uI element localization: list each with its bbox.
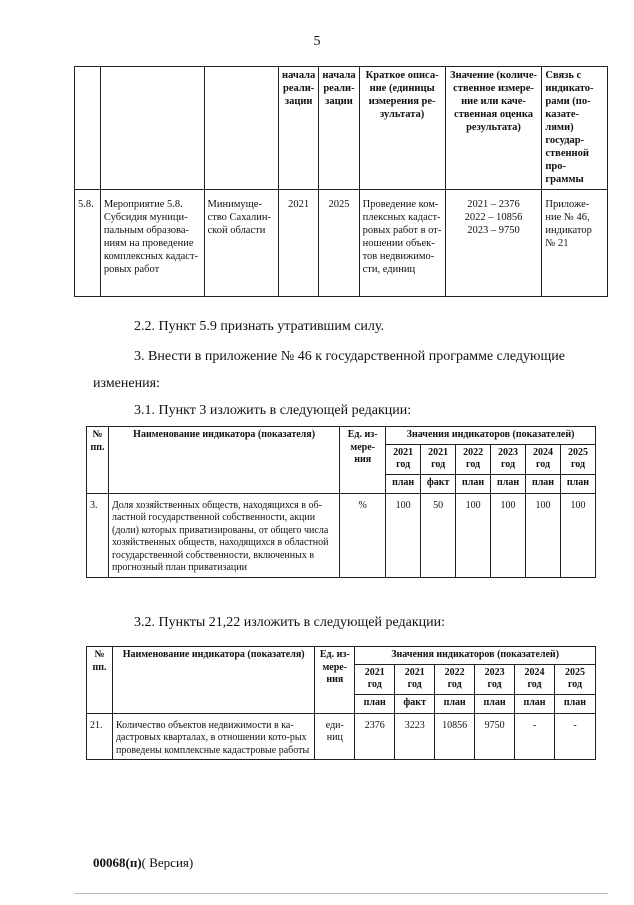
header-year: 2024 год <box>526 444 561 474</box>
indicator-unit: еди-ниц <box>315 713 355 760</box>
header-year: 2021 год <box>421 444 456 474</box>
measure-link: Приложе-ние № 46, индикатор № 21 <box>542 190 608 297</box>
measures-header-row <box>75 67 608 190</box>
header-empty-name <box>100 67 204 190</box>
header-type: план <box>554 694 595 713</box>
footer-version: ( Версия) <box>141 855 194 870</box>
paragraph-3-2: 3.2. Пункты 21,22 изложить в следующей редакции: <box>134 615 446 630</box>
measure-name: Мероприятие 5.8. Субсидия муници-пальным образова-ниям на проведение комплексных кадаст-ровых работ <box>100 190 204 297</box>
header-year: 2024 год <box>515 664 555 694</box>
bottom-rule <box>74 893 608 894</box>
indicator-table-3 <box>86 426 596 578</box>
measure-desc: Проведение ком-плексных кадаст-ровых работ в от-ношении объек-тов недвижимо-сти, единиц <box>359 190 445 297</box>
header-values-group: Значения индикаторов (показателей) <box>355 647 596 665</box>
measure-end: 2025 <box>319 190 359 297</box>
paragraph-3: 3. Внести в приложение № 46 к государственной программе следующие <box>134 349 565 364</box>
indicator-name: Количество объектов недвижимости в ка-дастровых кварталах, в отношении кото-рых проведены комплексные кадастровые работы <box>112 713 314 760</box>
indicator-value: - <box>554 713 595 760</box>
measures-table <box>74 66 608 297</box>
paragraph-3-cont: изменения: <box>93 376 160 391</box>
indicator-value: 3223 <box>395 713 435 760</box>
header-indicator-name: Наименование индикатора (показателя) <box>112 647 314 714</box>
header-num: № пп. <box>87 647 113 714</box>
header-start: начала реали-зации <box>279 67 319 190</box>
header-unit: Ед. из-мере-ния <box>315 647 355 714</box>
page-number: 5 <box>313 34 321 49</box>
indicator-value: 2376 <box>355 713 395 760</box>
header-year: 2023 год <box>491 444 526 474</box>
header-year: 2021 год <box>355 664 395 694</box>
indicator-value: 50 <box>421 493 456 577</box>
measure-value-line: 2023 – 9750 <box>467 225 520 236</box>
paragraph-2-2: 2.2. Пункт 5.9 признать утратившим силу. <box>134 319 384 334</box>
header-type: план <box>515 694 555 713</box>
indicator-unit: % <box>340 493 386 577</box>
header-type: план <box>475 694 515 713</box>
header-empty-exec <box>204 67 279 190</box>
indicator-value: 100 <box>491 493 526 577</box>
header-desc: Краткое описа-ние (единицы измерения ре-зультата) <box>359 67 445 190</box>
header-year: 2022 год <box>456 444 491 474</box>
header-indicator-name: Наименование индикатора (показателя) <box>108 427 339 494</box>
indicator-num: 21. <box>87 713 113 760</box>
indicator-num: 3. <box>87 493 109 577</box>
measure-num: 5.8. <box>75 190 101 297</box>
indicator-table-21 <box>86 646 596 760</box>
indicator-value: 100 <box>561 493 596 577</box>
header-values-group: Значения индикаторов (показателей) <box>386 427 596 445</box>
header-num: № пп. <box>87 427 109 494</box>
indicator-value: 100 <box>456 493 491 577</box>
measure-values <box>445 190 542 297</box>
header-type: план <box>386 474 421 493</box>
footer-code: 00068(п) <box>93 855 142 870</box>
header-type: план <box>456 474 491 493</box>
header-year: 2025 год <box>554 664 595 694</box>
header-year: 2021 год <box>386 444 421 474</box>
header-type: план <box>435 694 475 713</box>
header-year: 2023 год <box>475 664 515 694</box>
indicator-value: 100 <box>386 493 421 577</box>
indicator-value: - <box>515 713 555 760</box>
header-end: начала реали-зации <box>319 67 359 190</box>
document-footer <box>93 855 193 871</box>
header-link: Связь с индикато-рами (по-казате-лями) государ-ственной про-граммы <box>542 67 608 190</box>
paragraph-3-1: 3.1. Пункт 3 изложить в следующей редакции: <box>134 403 412 418</box>
header-year: 2021 год <box>395 664 435 694</box>
table-row <box>87 713 596 760</box>
header-type: план <box>491 474 526 493</box>
measure-start: 2021 <box>279 190 319 297</box>
indicator-value: 100 <box>526 493 561 577</box>
header-unit: Ед. из-мере-ния <box>340 427 386 494</box>
measure-exec: Минимуще-ство Сахалин-ской области <box>204 190 279 297</box>
measure-value-line: 2022 – 10856 <box>464 212 523 223</box>
header-type: план <box>355 694 395 713</box>
header-type: факт <box>421 474 456 493</box>
header-type: план <box>526 474 561 493</box>
measure-value-line: 2021 – 2376 <box>467 199 520 210</box>
indicator-value: 10856 <box>435 713 475 760</box>
header-year: 2022 год <box>435 664 475 694</box>
indicator-name: Доля хозяйственных обществ, находящихся в об-ластной государственной собственности, акции (доли) которых приватизированы, от общего числа хозяйственных обществ, находящихся в областной государственной собственности, включенных в прогнозный план приватизации <box>108 493 339 577</box>
header-type: план <box>561 474 596 493</box>
table-row <box>87 493 596 577</box>
header-year: 2025 год <box>561 444 596 474</box>
table-row <box>75 190 608 297</box>
header-type: факт <box>395 694 435 713</box>
header-empty-num <box>75 67 101 190</box>
header-value: Значение (количе-ственное измере-ние или каче-ственная оценка результата) <box>445 67 542 190</box>
indicator-value: 9750 <box>475 713 515 760</box>
